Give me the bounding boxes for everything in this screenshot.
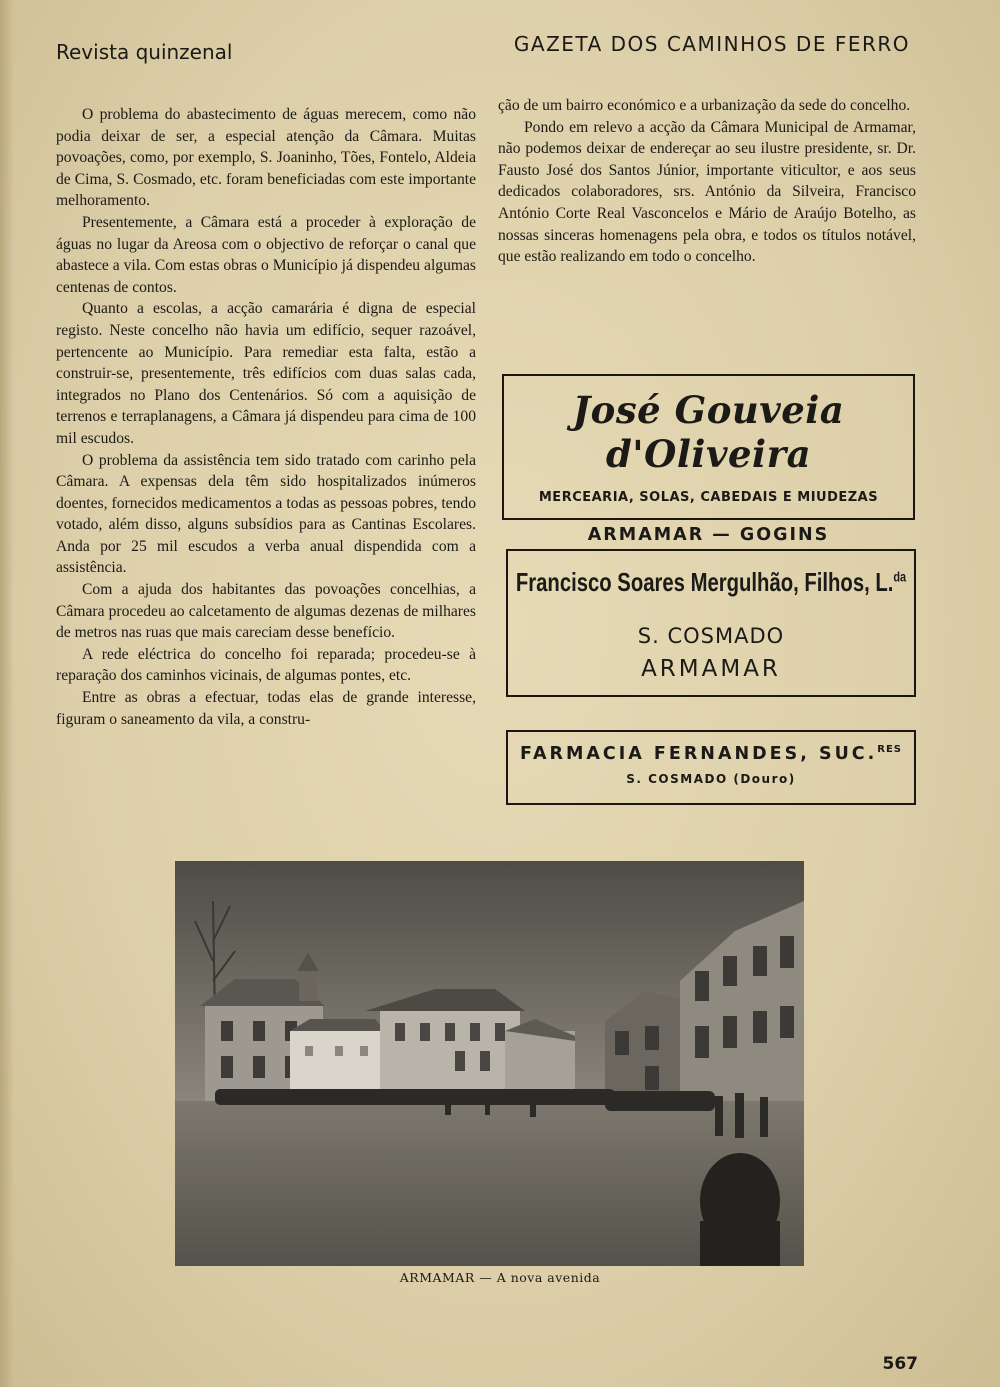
photo-caption: ARMAMAR — A nova avenida xyxy=(399,1270,601,1285)
street-photograph xyxy=(175,861,804,1266)
paragraph-paving: Com a ajuda dos habitantes das povoações concelhias, a Câmara procedeu ao calcetamento de algumas dezenas de milhares de metros nas ruas que mais careciam desse benefício. xyxy=(56,581,476,642)
article-left-column xyxy=(56,104,476,730)
ad-business-name: José Gouveia d'Oliveira xyxy=(572,388,845,476)
paragraph-water-exploration: Presentemente, a Câmara está a proceder à exploração de águas no lugar da Areosa com o objectivo de reforçar o canal que abastece a vila. Com estas obras o Município já dispendeu algumas centenas de contos. xyxy=(56,213,476,296)
advertisement-jose-gouveia xyxy=(502,374,915,545)
header-publication-frequency: Revista quinzenal xyxy=(56,40,233,64)
paragraph-continuation: ção de um bairro económico e a urbanização da sede do concelho. xyxy=(498,97,911,114)
ad-business-name-suffix: da xyxy=(893,568,907,585)
header-magazine-title: GAZETA DOS CAMINHOS DE FERRO xyxy=(513,32,910,56)
paragraph-future-works: Entre as obras a efectuar, todas elas de grande interesse, figuram o saneamento da vila, a constru- xyxy=(56,689,476,728)
ad-business-location: ARMAMAR — GOGINS xyxy=(587,525,830,545)
ad-business-location: S. COSMADO (Douro) xyxy=(626,772,796,786)
ad-business-name xyxy=(508,744,914,764)
ad-business-town: ARMAMAR xyxy=(641,656,781,682)
article-right-column xyxy=(498,95,916,268)
advertisement-farmacia-fernandes xyxy=(506,730,916,805)
page-number: 567 xyxy=(882,1354,918,1374)
ad-business-name xyxy=(506,567,916,598)
paragraph-water-supply: O problema do abastecimento de águas merecem, como não podia deixar de ser, a especial atenção da Câmara. Muitas povoações, como, por exemplo, S. Joaninho, Tões, Fontelo, Aldeia de Cima, S. Cosmado, etc. foram beneficiadas com este importante melhoramento. xyxy=(56,106,476,210)
paragraph-electric-network: A rede eléctrica do concelho foi reparada; procedeu-se à reparação dos caminhos vicinais, de algumas pontes, etc. xyxy=(56,645,476,685)
paragraph-schools: Quanto a escolas, a acção camarária é digna de especial registo. Neste concelho não havia um edifício, sequer razoável, pertencente ao Município. Para remediar esta falta, estão a construir-se, presentemente, três edifícios com duas salas cada, integrados no Plano dos Centenários. Só com a aquisição de terrenos e terraplanagens, a Câmara já dispendeu para cima de 100 mil escudos. xyxy=(56,300,476,447)
ad-business-name-text: FARMACIA FERNANDES, SUC. xyxy=(520,744,878,764)
ad-business-village: S. COSMADO xyxy=(637,624,785,648)
ad-business-description: MERCEARIA, SOLAS, CABEDAIS E MIUDEZAS xyxy=(538,490,879,505)
ad-business-name-text: Francisco Soares Mergulhão, Filhos, L. xyxy=(515,567,894,597)
advertisement-francisco-soares xyxy=(506,549,916,697)
ad-business-name-suffix: RES xyxy=(877,744,902,756)
photo-illustration xyxy=(175,861,804,1266)
paragraph-assistance: O problema da assistência tem sido tratado com carinho pela Câmara. A expensas dela têm sido hospitalizados inúmeros doentes, fornecidos medicamentos a todas as pessoas pobres, tendo votado, além disso, alguns subsídios para as Cantinas Escolares. Anda por 25 mil escudos a verba anual dispendida com a assistência. xyxy=(56,451,476,577)
paragraph-homage: Pondo em relevo a acção da Câmara Municipal de Armamar, não podemos deixar de endereçar ao seu ilustre presidente, sr. Dr. Fausto José dos Santos Júnior, importante viticultor, e aos seus dedicados colaboradores, srs. António da Silveira, Francisco António Corte Real Vasconcelos e Mário de Araújo Botelho, as nossas sinceras homenagens pela obra, e todos os títulos notável, que estão realizando em todo o concelho. xyxy=(498,118,916,266)
